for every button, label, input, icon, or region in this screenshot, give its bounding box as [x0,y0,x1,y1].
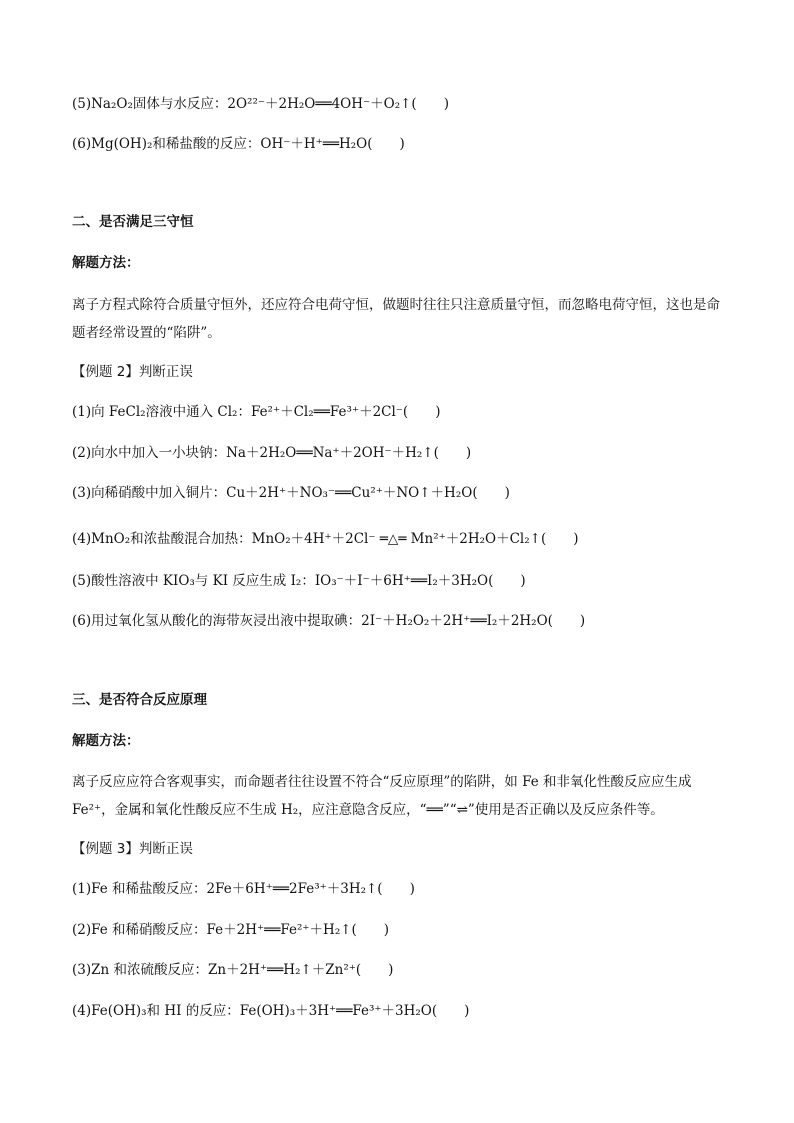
question-item: (6)Mg(OH)₂和稀盐酸的反应：OH⁻＋H⁺══H₂O( ) [72,136,405,152]
method-text: 离子方程式除符合质量守恒外，还应符合电荷守恒，做题时往往只注意质量守恒，而忽略电荷守恒，这也是命题者经常设置的“陷阱”。 [72,297,720,341]
question-item: (1)向 FeCl₂溶液中通入 Cl₂：Fe²⁺＋Cl₂══Fe³⁺＋2Cl⁻( ) [72,404,441,420]
example-label: 【例题 3】判断正误 [72,841,193,857]
question-item: (3)Zn 和浓硫酸反应：Zn＋2H⁺══H₂↑＋Zn²⁺( ) [72,962,394,978]
question-item: (6)用过氧化氢从酸化的海带灰浸出液中提取碘：2I⁻＋H₂O₂＋2H⁺══I₂＋2H₂O( ) [72,613,586,629]
question-item: (4)Fe(OH)₃和 HI 的反应：Fe(OH)₃＋3H⁺══Fe³⁺＋3H₂O( ) [72,1003,470,1019]
question-item: (2)向水中加入一小块钠：Na＋2H₂O══Na⁺＋2OH⁻＋H₂↑( ) [72,445,472,461]
method-label: 解题方法： [72,255,140,271]
method-label: 解题方法： [72,733,140,749]
question-item: (2)Fe 和稀硝酸反应：Fe＋2H⁺══Fe²⁺＋H₂↑( ) [72,922,390,938]
question-item: (1)Fe 和稀盐酸反应：2Fe＋6H⁺══2Fe³⁺＋3H₂↑( ) [72,881,415,897]
section-heading: 二、是否满足三守恒 [72,214,194,230]
question-item: (3)向稀硝酸中加入铜片：Cu＋2H⁺＋NO₃⁻══Cu²⁺＋NO↑＋H₂O( ) [72,485,510,501]
question-item: (4)MnO₂和浓盐酸混合加热：MnO₂＋4H⁺＋2Cl⁻ ═△═ Mn²⁺＋2H₂O＋Cl₂↑( ) [72,531,579,547]
method-text: 离子反应应符合客观事实，而命题者往往设置不符合“反应原理”的陷阱，如 Fe 和非氧化性酸反应应生成 Fe²⁺，金属和氧化性酸反应不生成 H₂，应注意隐含反应，“══”“⇌”使用是否正确以及反应条件等。 [72,774,692,818]
question-item: (5)酸性溶液中 KIO₃与 KI 反应生成 I₂：IO₃⁻＋I⁻＋6H⁺══I₂＋3H₂O( ) [72,573,526,589]
example-label: 【例题 2】判断正误 [72,364,193,380]
question-item: (5)Na₂O₂固体与水反应：2O²²⁻＋2H₂O══4OH⁻＋O₂↑( ) [72,96,449,112]
section-heading: 三、是否符合反应原理 [72,692,207,708]
